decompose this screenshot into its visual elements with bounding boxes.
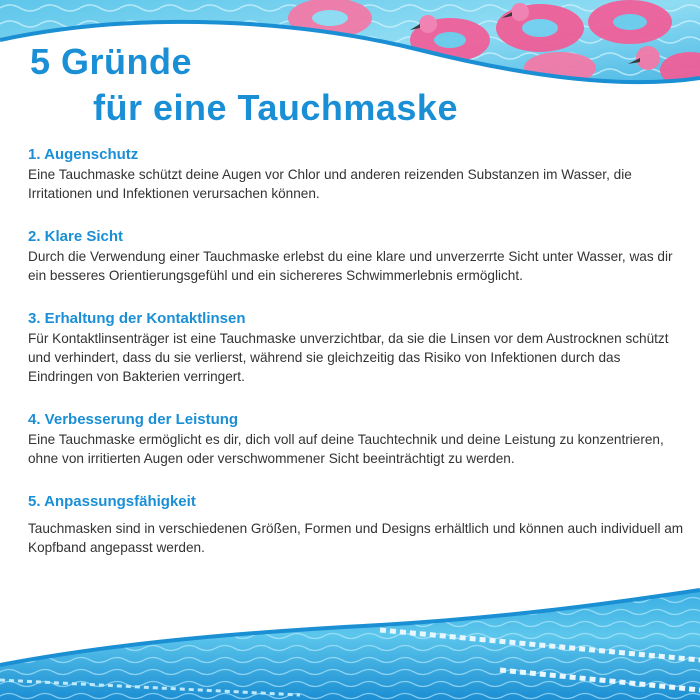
reasons-list: [28, 146, 688, 582]
reason-heading: 3. Erhaltung der Kontaktlinsen: [28, 310, 246, 327]
reason-text: Tauchmasken sind in verschiedenen Größen, Formen und Designs erhältlich und können auch individuell am Kopfband angepasst werden.: [28, 521, 684, 555]
pool-lanes-banner: [0, 570, 700, 700]
page-title: [0, 0, 700, 140]
reason-heading: 4. Verbesserung der Leistung: [28, 411, 239, 428]
reason-text: Durch die Verwendung einer Tauchmaske erlebst du eine klare und unverzerrte Sicht unter Wasser, was dir ein besseres Orientierungsgefühl und ein sichereres Schwimmerlebnis ermöglicht.: [28, 249, 673, 283]
reason-text: Eine Tauchmaske schützt deine Augen vor Chlor und anderen reizenden Substanzen im Wasser, die Irritationen und Infektionen verursachen können.: [28, 167, 632, 201]
reason-heading: 2. Klare Sicht: [28, 228, 124, 245]
reason-heading: 1. Augenschutz: [28, 146, 139, 163]
reason-heading: 5. Anpassungsfähigkeit: [28, 493, 196, 510]
reason-text: Für Kontaktlinsenträger ist eine Tauchmaske unverzichtbar, da sie die Linsen vor dem Austrocknen schützt und verhindert, dass du sie verlierst, während sie gleichzeitig das Risiko von Infektionen durch das Eindringen von Bakterien verringert.: [28, 331, 669, 384]
title-line-2: für eine Tauchmaske: [93, 87, 458, 128]
reason-item: [28, 228, 688, 285]
reason-item: [28, 146, 688, 203]
title-line-1: 5 Gründe: [30, 41, 193, 82]
reason-item: [28, 493, 688, 557]
reason-text: Eine Tauchmaske ermöglicht es dir, dich voll auf deine Tauchtechnik und deine Leistung zu konzentrieren, ohne von irritierten Augen oder verschwommener Sicht beeinträchtigt zu werden.: [28, 432, 664, 466]
reason-item: [28, 411, 688, 468]
reason-item: [28, 310, 688, 386]
